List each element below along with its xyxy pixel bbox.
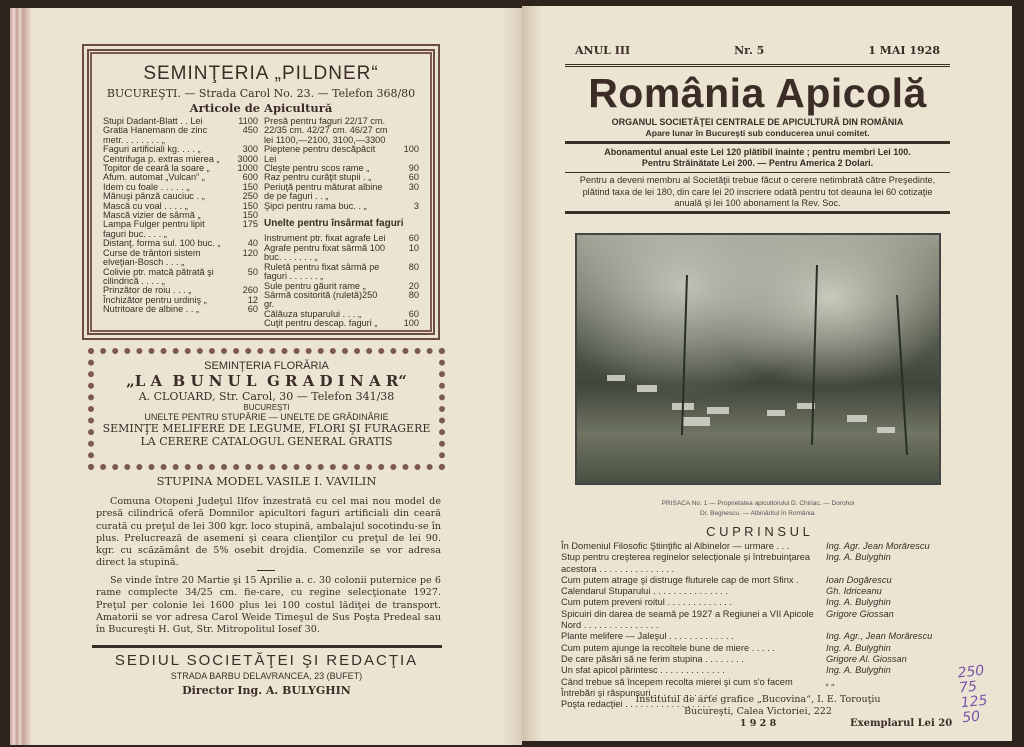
photo-caption-line-2: Dr. Begnescu. — Albinăritul în România. — [700, 510, 816, 517]
toc-title: Cum putem atrage şi distruge fluturele cap de mort Sfinx . — [561, 574, 799, 585]
pildner-subtitle: Articole de Apicultură — [189, 101, 333, 115]
price-item-price: 3000 — [237, 153, 258, 164]
price-item-price: 20 — [408, 280, 419, 291]
price-item-price: 30 — [408, 181, 419, 192]
toc-author: Grigore Al. Giossan — [826, 653, 907, 664]
sediul-director: Director Ing. A. BULYGHIN — [182, 684, 351, 697]
price-item-name: Idem cu foale . . . . . „ — [103, 181, 190, 192]
apiary-photo-scene — [577, 235, 939, 483]
price-item-price: 10 — [408, 242, 419, 253]
price-item-name: Centrifuga p. extras mierea „ — [103, 153, 220, 164]
price-item — [264, 291, 419, 310]
price-item-name: Afum. automat „Vulcan“ „ — [103, 172, 205, 183]
floraria-name: „L A B U N U L G R A D I N A R“ — [126, 372, 407, 390]
toc-author: „ „ — [826, 676, 835, 687]
price-item-price: 80 — [408, 261, 419, 272]
rule — [565, 141, 950, 144]
sediul-title: SEDIUL SOCIETĂŢEI ŞI REDACŢIA — [114, 652, 419, 669]
membership-text: Pentru a deveni membru al Societăţii trebue făcut o cerere netimbrată către Preşedinte, plătind taxa de lei 180, din care lei 20 inscriere odată pentru tot deauna lei 60 cotizaţie anuală şi lei 100 abonament la Rev. Soc. — [579, 175, 936, 209]
printer-address: Bucureşti, Calea Victoriei, 222 — [684, 706, 832, 717]
toc-author: Gh. Idriceanu — [826, 586, 882, 597]
price-item-name: Prinzător de roiu . . . „ — [103, 285, 192, 296]
price-item — [103, 220, 258, 239]
price-item-price: 260 — [242, 285, 258, 296]
handwritten-number: 75 — [958, 678, 978, 697]
price-item-name: Sule pentru găurit rame „ — [264, 280, 366, 291]
toc-author: Ioan Dogărescu — [826, 574, 892, 585]
tools-heading: Unelte pentru însârmat faguri — [264, 218, 404, 230]
toc-author: Ing. A. Bulyghin — [826, 642, 891, 653]
floraria-address: A. CLOUARD, Str. Carol, 30 — Telefon 341/38 — [138, 390, 395, 403]
price-item-price: 60 — [408, 172, 419, 183]
toc-title: Stup pentru creşterea reginelor selecţionale şi întrebuinţarea acestora . . . . . . . . . . . . . . . — [561, 552, 811, 574]
price-item-price: 50 — [247, 266, 258, 277]
toc-title: Întrebări şi răspunsuri . . . . . . . . . . . . . — [561, 687, 718, 698]
handwritten-number: 125 — [959, 692, 989, 712]
price-item-name: Faguri artificiali kg. . . . „ — [103, 144, 201, 155]
price-item-price: 80 — [408, 289, 419, 300]
price-item-price: 90 — [408, 163, 419, 174]
handwritten-notes — [957, 664, 990, 726]
stupina-title: STUPINA MODEL VASILE I. VAVILIN — [156, 474, 377, 488]
price-item-name: Pieptene pentru descăpăcit Lei — [264, 144, 376, 164]
price-item-price: 150 — [242, 210, 258, 221]
issue-header — [575, 44, 940, 57]
price-item-price: 250 — [242, 191, 258, 202]
price-item-name: Instrument ptr. fixat agrafe Lei — [264, 233, 386, 244]
toc-entry — [561, 552, 976, 575]
rule — [565, 211, 950, 214]
price-item-name: Mască cu voal . . . . „ — [103, 200, 188, 211]
price-item-price: 1100 — [238, 116, 258, 126]
stupina-paragraph-2: Se vinde între 20 Martie şi 15 Aprilie a. c. 30 colonii puternice pe 6 rame complecte 34/25 cm. fie-care, cu regine selecţionate 1927. Preţul per colonie lei 1600 plus lei 100 costul lădiţei de transport. Amatorii se vor adresa Carol Weide Timeşul de Sus Poşta Predeal sau în Bucureşti H. Gut, Str. Mitropolitul Iosef 30. — [96, 575, 441, 636]
pildner-title: SEMINŢERIA „PILDNER“ — [143, 63, 379, 84]
price-item — [264, 202, 419, 211]
toc-entry — [561, 586, 976, 597]
price-item-price: 60 — [408, 233, 419, 244]
price-item-name: Distanţ. forma sul. 100 buc. „ — [103, 238, 221, 249]
floraria-seeds: SEMINŢE MELIFERE DE LEGUME, FLORI ŞI FURAGERE — [102, 422, 431, 435]
price-item-name: Ruletă pentru fixat sârmă pe faguri . . . . . . „ — [264, 261, 380, 282]
toc-author: Ing. Agr. Jean Morărescu — [826, 541, 930, 551]
handwritten-number: 50 — [961, 708, 981, 727]
price-item-price: 60 — [408, 308, 419, 319]
price-item-price — [389, 117, 419, 145]
toc-author: Ing. Agr., Jean Morărescu — [826, 631, 933, 642]
separator — [257, 570, 275, 571]
toc-title: Un sfat apicol părintesc . . . . . . . . . . . . . — [561, 665, 725, 676]
price-item-name: Cuţit pentru descap. faguri „ — [264, 318, 378, 329]
price-item — [264, 145, 419, 164]
header-rule — [565, 64, 950, 67]
subscription — [560, 147, 955, 169]
floraria-catalog: LA CERERE CATALOGUL GENERAL GRATIS — [140, 435, 393, 448]
price-item-price: 600 — [242, 172, 258, 183]
toc-entry — [561, 643, 976, 654]
price-list — [103, 117, 419, 329]
price-item-price: 100 — [403, 144, 419, 155]
toc-title: De care păsări să ne ferim stupina . . . . . . . . — [561, 653, 744, 664]
toc-entry — [561, 575, 976, 586]
printer-name: Institutul de arte grafice „Bucovina“, I. E. Torouţiu — [635, 694, 881, 705]
issue-date: 1 MAI 1928 — [868, 44, 940, 57]
price-item — [103, 305, 258, 314]
price-item-name: Presă pentru faguri 22/17 cm. 22/35 cm. 42/27 cm. 46/27 cm lei 1100,—2100, 3100,—3300 — [264, 116, 388, 145]
subscription-line-1: Abonamentul anual este Lei 120 plătibil înainte ; pentru membri Lei 100. — [604, 147, 911, 157]
price-item-price: 40 — [247, 238, 258, 249]
price-item-price: 12 — [247, 294, 258, 305]
price-item-name: Şipci pentru rama buc. . „ — [264, 200, 367, 211]
price-item-name: Sârmă cositorită (ruletă)250 gr. — [264, 289, 378, 310]
apiary-photo — [575, 233, 941, 485]
price-item-name: Topitor de ceară la soare „ — [103, 163, 210, 174]
rule — [565, 172, 950, 173]
price-item-price: 175 — [242, 219, 258, 230]
price-item-price: 300 — [242, 144, 258, 155]
floraria-advertisement — [88, 348, 445, 470]
toc-title: Când trebue să începem recolta mierei şi cum s'o facem — [561, 676, 793, 687]
toc-title: Plante melifere — Jaleşul . . . . . . . . . . . . . — [561, 631, 734, 642]
stupina-paragraph-1: Comuna Otopeni Judeţul Ilfov înzestrată cu cel mai nou model de presă cilindrică oferă Domnilor apicultori faguri artificiali din ceară curată cu preţul de lei 300 kgr. loco stupină, ambalajul socotindu-se în plus. Prelucrează de asemeni şi ceara clienţilor cu preţul de lei 90. kgr. cu scăzământ de 5% osebit drojdia. Comenzile se vor adresa direct la stupină. — [96, 496, 441, 569]
price-list-column-2 — [264, 117, 419, 329]
price-item-name: Lampa Fulger pentru lipit faguri buc. . . . „ — [103, 219, 205, 239]
price-item-name: Stupi Dadant-Blatt . . Lei — [103, 116, 203, 126]
price-item-name: Periuţă pentru măturat albine de pe faguri . . „ — [264, 181, 383, 202]
pildner-advertisement — [82, 44, 440, 340]
price-item — [264, 263, 419, 282]
handwritten-number: 250 — [956, 662, 986, 682]
price-item-price: 100 — [403, 318, 419, 329]
issue-year: ANUL III — [575, 44, 631, 57]
toc-entry — [561, 597, 976, 608]
toc-entry — [561, 665, 976, 676]
price-item — [264, 319, 419, 328]
toc-title: În Domeniul Filosofic Ştiinţific al Albinelor — urmare . . . — [561, 541, 790, 551]
price-item-name: Nutritoare de albine . . „ — [103, 304, 200, 315]
price-item-name: Raz pentru curăţit stupii . „ — [264, 172, 372, 183]
toc-entry — [561, 677, 976, 688]
floraria-city: BUCUREŞTI — [243, 403, 290, 412]
toc-entry — [561, 609, 976, 632]
price-item-price: 450 — [242, 125, 258, 136]
table-of-contents — [561, 541, 976, 710]
toc-author: Ing. A. Bulyghin — [826, 552, 891, 563]
price-item-name: Mască vizier de sârmă „ — [103, 210, 201, 221]
toc-title: Cum putem ajunge la recoltele bune de miere . . . . . — [561, 642, 775, 653]
toc-title: Cum putem preveni roitul . . . . . . . . . . . . . — [561, 597, 733, 608]
toc-entry — [561, 541, 976, 552]
toc-author: Ing. A. Bulyghin — [826, 597, 891, 608]
floraria-line1: SEMINŢERIA FLORĂRIA — [204, 360, 329, 372]
price-item — [103, 268, 258, 287]
price-item — [264, 244, 419, 263]
price-item-price: 1000 — [237, 163, 258, 174]
price-item-name: Închizător pentru urdiniş „ — [103, 294, 207, 305]
sediul-address: STRADA BARBU DELAVRANCEA, 23 (BUFET) — [170, 671, 363, 681]
print-year: 1 9 2 8 — [739, 718, 777, 729]
price-item-price: 150 — [242, 200, 258, 211]
issue-price: Exemplarul Lei 20 — [850, 718, 953, 729]
subscription-line-2: Pentru Străinătate Lei 200. — Pentru America 2 Dolari. — [641, 158, 874, 168]
price-item-name: Agrafe pentru fixat sârmă 100 buc. . . . . . . „ — [264, 242, 386, 263]
organ-line: ORGANUL SOCIETĂŢEI CENTRALE DE APICULTURĂ DIN ROMÂNIA — [611, 117, 904, 127]
toc-title: Spicuiri din darea de seamă pe 1927 a Regiunei a VII Apicole Nord . . . . . . . . . . . . . . . — [561, 608, 814, 631]
price-item-name: Călăuza stuparului . . . „ — [264, 308, 362, 319]
appears-line: Apare lunar în Bucureşti sub conducerea unui comitet. — [645, 128, 870, 138]
photo-caption — [575, 499, 941, 519]
price-list-column-1 — [103, 117, 258, 329]
price-item-name: Mănuşi pânză cauciuc . „ — [103, 191, 205, 202]
contents-title: C U P R I N S U L — [706, 524, 810, 539]
price-item — [103, 249, 258, 268]
price-item — [103, 126, 258, 145]
price-item-name: Cleşte pentru scos rame „ — [264, 163, 370, 174]
magazine-title: România Apicolă — [588, 70, 927, 116]
price-item-price: 60 — [247, 304, 258, 315]
pildner-address: BUCUREŞTI. — Strada Carol No. 23. — Telefon 368/80 — [106, 87, 416, 100]
issue-number: Nr. 5 — [734, 44, 765, 57]
divider — [92, 645, 442, 648]
price-item-name: Colivie ptr. matcă pătrată şi cilindrică . . . . „ — [103, 266, 214, 286]
price-item-price: 3 — [413, 200, 419, 211]
floraria-tools: UNELTE PENTRU STUPĂRIE — UNELTE DE GRĂDINĂRIE — [144, 412, 389, 422]
price-item-price: 120 — [242, 247, 258, 258]
photo-caption-line-1: PRISACA No. 1 — Proprietatea apicultorului D. Chiriac. — Dorohoi — [661, 500, 855, 507]
toc-title: Calendarul Stuparului . . . . . . . . . . . . . . . — [561, 586, 728, 597]
price-item-price: 150 — [242, 181, 258, 192]
toc-author: Ing. A. Bulyghin — [826, 665, 891, 676]
toc-author: Grigore Giossan — [826, 608, 894, 619]
price-item-name: Gratia Hanemann de zinc metr. . . . . . . . „ — [103, 125, 208, 145]
toc-title: Poşta redacţiei . . . . . . . . . . . . . . . . . — [561, 699, 711, 710]
price-item — [264, 117, 419, 145]
price-item-name: Curse de trântori sistem elveţian-Bosch . . . „ — [103, 247, 201, 268]
toc-entry — [561, 631, 976, 642]
price-item — [264, 183, 419, 202]
toc-entry — [561, 654, 976, 665]
